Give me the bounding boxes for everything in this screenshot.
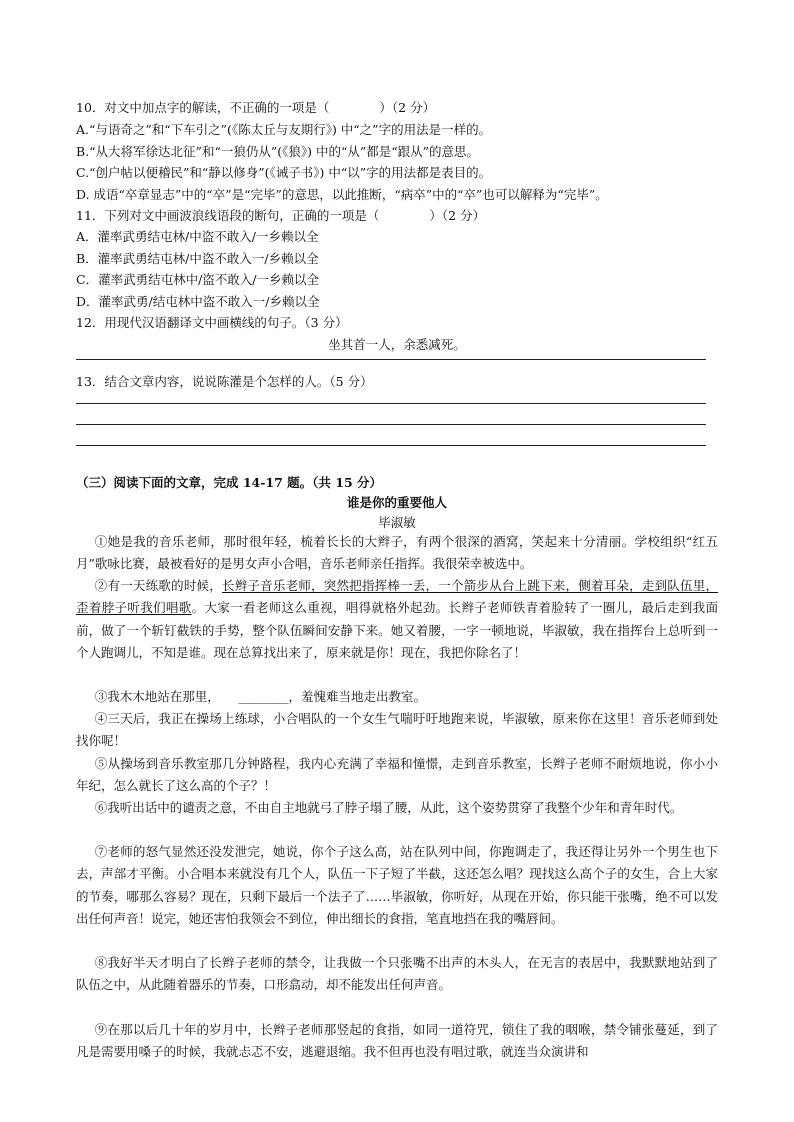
q11-option-a: A．灌率武勇结屯林/中盗不敢入/一乡赖以全 [76, 229, 319, 244]
article-author: 毕淑敏 [378, 515, 416, 530]
paragraph-3-start: ③我木木地站在那里， [94, 689, 220, 704]
answer-line [76, 403, 706, 404]
q10-stem: 10．对文中加点字的解读，不正确的一项是（ ）（2 分） [76, 100, 436, 115]
answer-line [76, 424, 706, 425]
q11-option-d: D．灌率武勇/结屯林中盗不敢入一/乡赖以全 [76, 294, 320, 309]
paragraph-3-end: ，羞愧难当地走出教室。 [288, 689, 427, 704]
q12-stem: 12．用现代汉语翻译文中画横线的句子。（3 分） [76, 315, 348, 330]
paragraph-6: ⑥我听出话中的谴责之意，不由自主地就弓了脖子塌了腰，从此，这个姿势贯穿了我整个少年和青年时代。 [94, 800, 683, 815]
q11-stem: 11．下列对文中画波浪线语段的断句，正确的一项是（ ）（2 分） [76, 208, 486, 223]
q11-option-c: C．灌率武勇结屯林中/盗不敢入/一乡赖以全 [76, 272, 319, 287]
paragraph-1: ①她是我的音乐老师，那时很年轻，梳着长长的大辫子，有两个很深的酒窝，笑起来十分清丽。学校组织“红五月”歌咏比赛，最被看好的是男女声小合唱，音乐老师亲任指挥。我很荣幸被选中。 [76, 534, 718, 572]
q10-option-d: D. 成语“卒章显志”中的“卒”是“完毕”的意思，以此推断，“病卒”中的“卒”也可以解释为“完毕”。 [76, 187, 608, 202]
paragraph-3 [76, 686, 718, 708]
paragraph-4: ④三天后，我正在操场上练球，小合唱队的一个女生气喘吁吁地跑来说，毕淑敏，原来你在这里！音乐老师到处找你呢！ [76, 711, 718, 749]
paragraph-2-end: 。大家一看老师这么重视，唱得就格外起劲。长辫子老师铁青着脸转了一圈儿，最后走到我面前，做了一个斩钉截铁的手势，整个队伍瞬间安静下来。她又着腰，一字一顿地说，毕淑敏，我在指挥台上总听到一个人跑调儿，不知是谁。现在总算找出来了，原来就是你！现在，我把你除名了！ [76, 600, 718, 661]
answer-line [76, 445, 706, 446]
underlined-sentence: 长辫子音乐老师，突然把指挥棒一丢，一个箭步从台上跳下来，侧着耳朵，走到队伍里，歪着脖子听我们唱歌 [76, 578, 718, 616]
q11-option-b: B．灌率武勇结屯林/中盗不敢入一/乡赖以全 [76, 251, 319, 266]
q10-option-a: A.“与语奇之”和“下车引之”(《陈太丘与友期行》) 中“之”字的用法是一样的。 [76, 122, 492, 137]
answer-line [76, 359, 706, 360]
paragraph-5: ⑤从操场到音乐教室那几分钟路程，我内心充满了幸福和憧憬，走到音乐教室，长辫子老师不耐烦地说，你小小年纪，怎么就长了这么高的个子？！ [76, 756, 718, 794]
q10-option-c: C.“创户帖以便稽民”和“静以修身”(《诫子书》) 中“以”字的用法都是表目的。 [76, 165, 492, 180]
paragraph-9: ⑨在那以后几十年的岁月中，长辫子老师那竖起的食指，如同一道符咒，锁住了我的咽喉，禁令铺张蔓延，到了凡是需要用嗓子的时候，我就忐忑不安，逃避退缩。我不但再也没有唱过歌，就连当众演讲和 [76, 1022, 718, 1060]
q10-option-b: B.“从大将军徐达北征”和“一狼仍从”(《狼》) 中的“从”都是“跟从”的意思。 [76, 144, 480, 159]
paragraph-8: ⑧我好半天才明白了长辫子老师的禁令，让我做一个只张嘴不出声的木头人，在无言的表居中，我默默地站到了队伍之中，从此随着器乐的节奏，口形翕动，却不能发出任何声音。 [76, 955, 718, 993]
q12-sentence: 坐其首一人，余悉减死。 [328, 337, 466, 352]
paragraph-2 [76, 575, 718, 665]
article-title: 谁是你的重要他人 [346, 495, 447, 510]
section-header: （三）阅读下面的文章，完成 14-17 题。（共 15 分） [76, 475, 383, 490]
q13-stem: 13．结合文章内容，说说陈灌是个怎样的人。（5 分） [76, 374, 373, 389]
fill-in-blank: ________ [238, 689, 289, 704]
paragraph-7: ⑦老师的怒气显然还没发泄完，她说，你个子这么高，站在队列中间，你跑调走了，我还得让另外一个男生也下去，声部才平衡。小合唱本来就没有几个人，队伍一下子短了半截，这还怎么唱？现找这么高个子的女生，合上大家的节奏，哪那么容易？现在，只剩下最后一个法子了……毕淑敏，你听好，从现在开始，你只能干张嘴，绝不可以发出任何声音！说完，她还害怕我领会不到位，伸出细长的食指，笔直地挡在我的嘴唇间。 [76, 844, 718, 927]
paragraph-2-start: ②有一天练歌的时候， [94, 578, 222, 593]
